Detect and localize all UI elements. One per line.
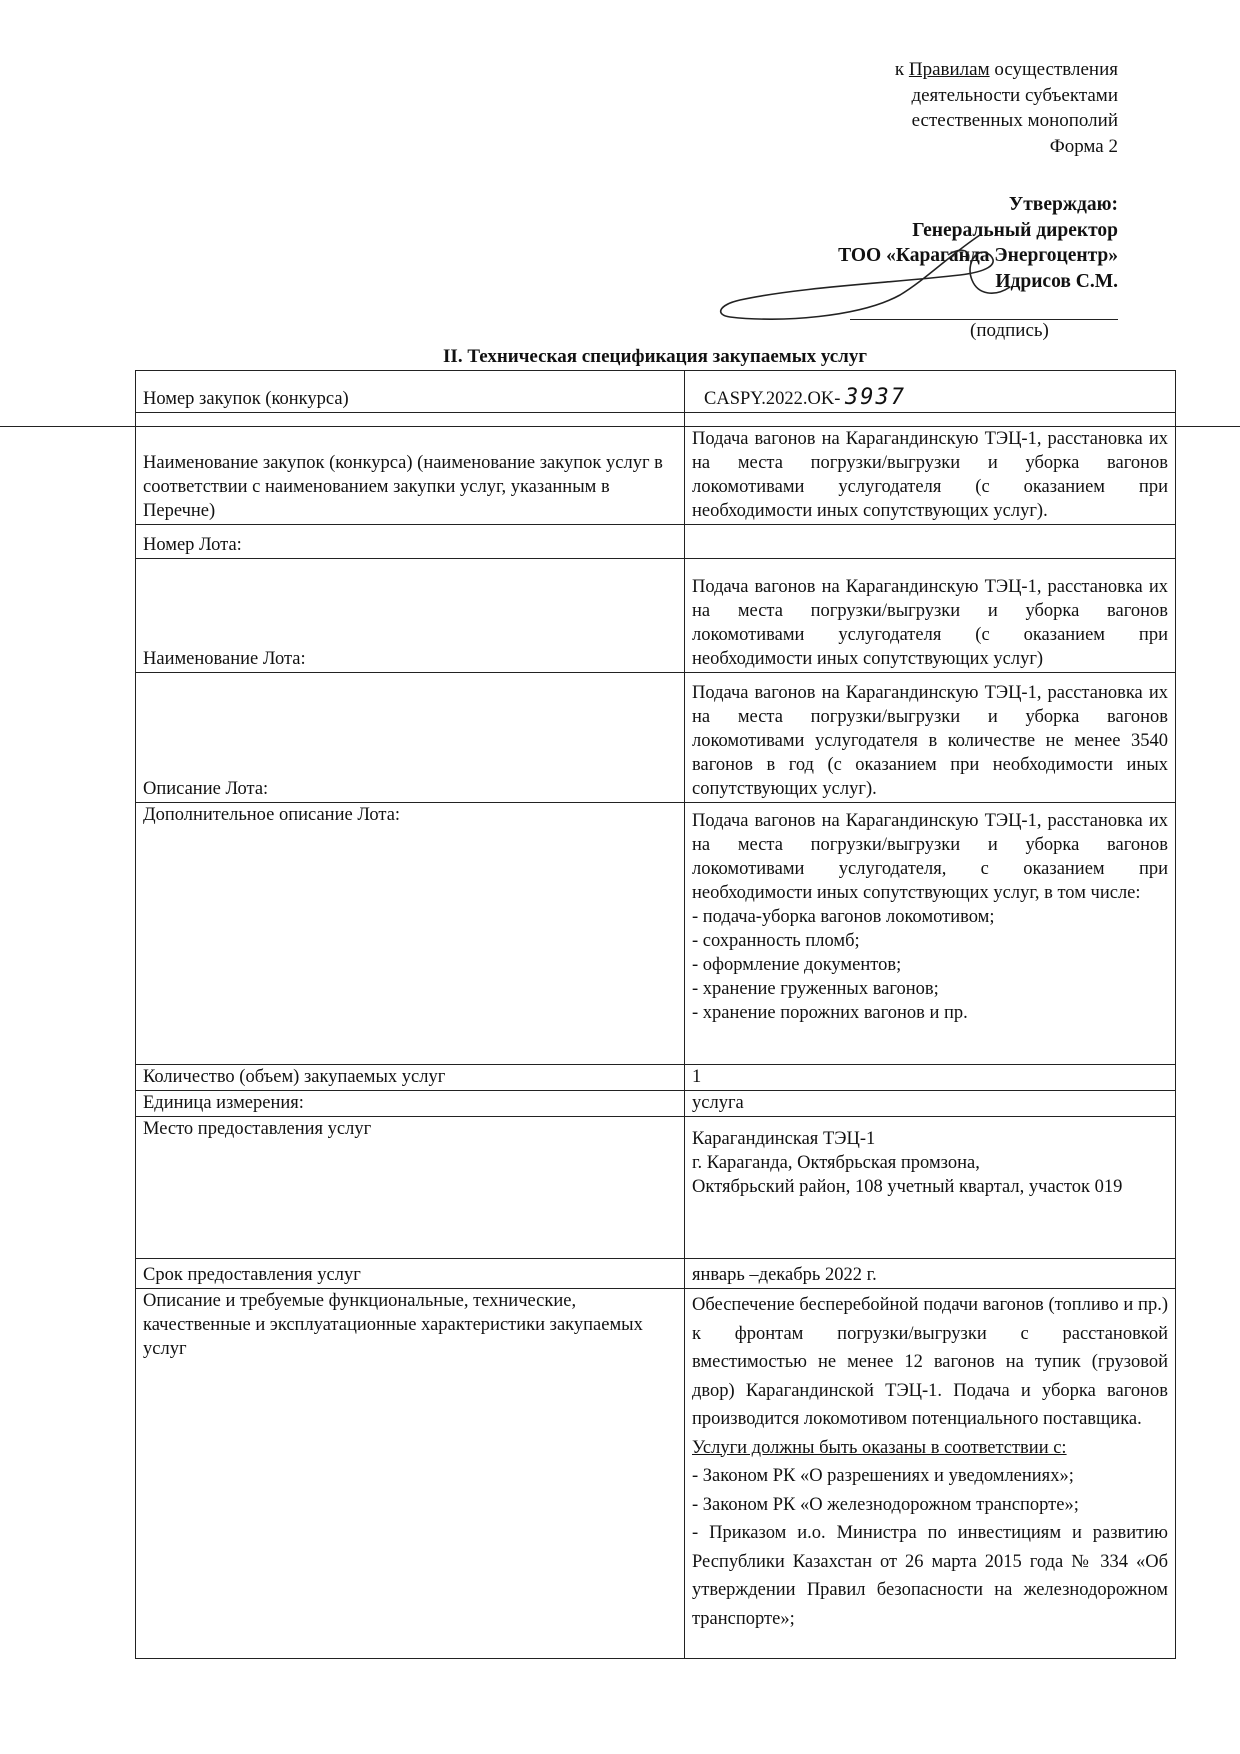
- rules-link[interactable]: Правилам: [908, 59, 990, 80]
- table-row: [136, 1065, 1176, 1091]
- table-row: [136, 1289, 1176, 1659]
- row-value: услуга: [685, 1091, 1176, 1117]
- handwritten-number: 3937: [845, 385, 906, 410]
- row-label: Наименование Лота:: [136, 559, 685, 673]
- signature-caption: (подпись): [970, 320, 1049, 341]
- value-intro: Обеспечение бесперебойной подачи вагонов (топливо и пр.) к фронтам погрузки/выгрузки с расстановкой вместимостью не менее 12 вагонов на тупик (грузовой двор) Карагандинской ТЭЦ-1. Подача и уборка вагонов производится локомотивом потенциального поставщика.: [692, 1295, 1168, 1429]
- list-item: - сохранность пломб;: [692, 931, 860, 951]
- row-label: Количество (объем) закупаемых услуг: [136, 1065, 685, 1091]
- regulation-reference: [895, 57, 1118, 159]
- value-intro: Подача вагонов на Карагандинскую ТЭЦ-1, расстановка их на места погрузки/выгрузки и уборка вагонов локомотивами услугодателя, с оказанием при необходимости иных сопутствующих услуг, в том числе:: [692, 811, 1168, 903]
- approver-position: Генеральный директор: [912, 219, 1118, 241]
- section-title: II. Техническая спецификация закупаемых услуг: [443, 346, 867, 367]
- specification-table: [135, 370, 1176, 1659]
- table-row: [136, 371, 1176, 413]
- row-value: [685, 1289, 1176, 1659]
- row-label: Дополнительное описание Лота:: [136, 803, 685, 1065]
- row-value: [685, 1117, 1176, 1259]
- scan-horizontal-rule: [0, 426, 1240, 427]
- row-value: [685, 803, 1176, 1065]
- row-label: Срок предоставления услуг: [136, 1259, 685, 1289]
- list-item: - Приказом и.о. Министра по инвестициям и развитию Республики Казахстан от 26 марта 2015 года № 334 «Об утверждении Правил безопасности на железнодорожном транспорте»;: [692, 1523, 1168, 1629]
- list-item: - Законом РК «О разрешениях и уведомлениях»;: [692, 1466, 1074, 1486]
- address-line: Октябрьский район, 108 учетный квартал, участок 019: [692, 1177, 1123, 1197]
- row-value: январь –декабрь 2022 г.: [685, 1259, 1176, 1289]
- table-row: [136, 559, 1176, 673]
- row-value: 1: [685, 1065, 1176, 1091]
- row-value: Подача вагонов на Карагандинскую ТЭЦ-1, расстановка их на места погрузки/выгрузки и уборка вагонов локомотивами услугодателя в количестве не менее 3540 вагонов в год (с оказанием при необходимости иных сопутствующих услуг).: [685, 673, 1176, 803]
- table-row: [136, 673, 1176, 803]
- row-label: Номер Лота:: [136, 525, 685, 559]
- list-item: - Законом РК «О железнодорожном транспорте»;: [692, 1494, 1079, 1515]
- approver-company: ТОО «Караганда Энергоцентр»: [838, 245, 1118, 266]
- table-row: [136, 1091, 1176, 1117]
- reference-line-3: естественных монополий: [911, 110, 1118, 131]
- address-line: г. Караганда, Октябрьская промзона,: [692, 1153, 980, 1173]
- form-number: Форма 2: [1049, 135, 1118, 157]
- table-row: [136, 525, 1176, 559]
- list-item: - хранение порожних вагонов и пр.: [692, 1003, 968, 1023]
- list-item: - подача-уборка вагонов локомотивом;: [692, 907, 995, 927]
- reference-line-1: к Правилам осуществления: [894, 59, 1118, 80]
- row-label: Описание и требуемые функциональные, технические, качественные и эксплуатационные характеристики закупаемых услуг: [136, 1289, 685, 1659]
- list-item: - оформление документов;: [692, 955, 902, 975]
- row-value: [685, 525, 1176, 559]
- table-row: [136, 803, 1176, 1065]
- row-label: Единица измерения:: [136, 1091, 685, 1117]
- row-value: [685, 371, 1176, 413]
- row-value: Подача вагонов на Карагандинскую ТЭЦ-1, расстановка их на места погрузки/выгрузки и уборка вагонов локомотивами услугодателя (с оказанием при необходимости иных сопутствующих услуг).: [685, 427, 1176, 525]
- row-label: Номер закупок (конкурса): [136, 371, 685, 413]
- table-row: [136, 413, 1176, 427]
- procurement-number: CASPY.2022.OK-: [704, 389, 841, 409]
- approval-heading: Утверждаю:: [1008, 194, 1118, 215]
- row-label: Наименование закупок (конкурса) (наименование закупок услуг в соответствии с наименованием закупки услуг, указанным в Перечне): [136, 427, 685, 525]
- row-label: Место предоставления услуг: [136, 1117, 685, 1259]
- table-row: [136, 1117, 1176, 1259]
- address-line: Карагандинская ТЭЦ-1: [692, 1129, 876, 1149]
- list-item: - хранение груженных вагонов;: [692, 979, 939, 999]
- reference-line-2: деятельности субъектами: [911, 84, 1118, 106]
- row-value: Подача вагонов на Карагандинскую ТЭЦ-1, расстановка их на места погрузки/выгрузки и уборка вагонов локомотивами услугодателя (с оказанием при необходимости иных сопутствующих услуг): [685, 559, 1176, 673]
- compliance-heading: Услуги должны быть оказаны в соответствии с:: [692, 1437, 1067, 1458]
- approver-name: Идрисов С.М.: [995, 270, 1118, 292]
- table-row: [136, 427, 1176, 525]
- table-row: [136, 1259, 1176, 1289]
- row-label: Описание Лота:: [136, 673, 685, 803]
